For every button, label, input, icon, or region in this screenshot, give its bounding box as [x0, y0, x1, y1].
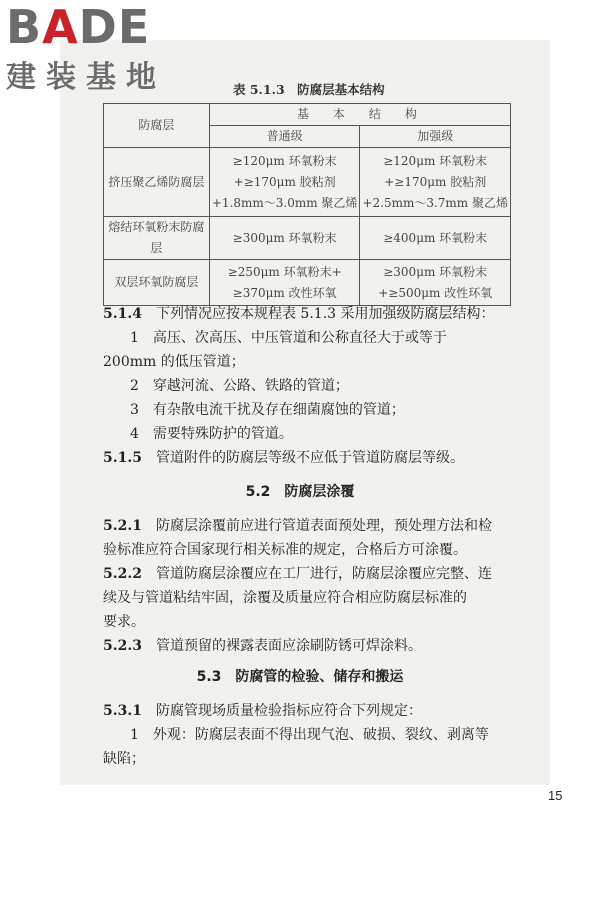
logo-chinese: 建装基地: [6, 60, 166, 95]
item-number: 3: [130, 402, 139, 418]
section-number: 5.3: [196, 669, 222, 685]
clause-text: 防腐管现场质量检验指标应符合下列规定：: [155, 703, 422, 719]
clause-text: 管道预留的裸露表面应涂刷防锈可焊涂料。: [155, 638, 422, 654]
item-text: 高压、次高压、中压管道和公称直径大于或等于: [152, 330, 447, 346]
row-name: 双层环氧防腐层: [104, 260, 210, 306]
row-normal: [209, 148, 360, 217]
cell-line: ≥300μm 环氧粉末: [232, 230, 337, 245]
section-title: 防腐层涂覆: [284, 484, 355, 500]
logo-latin: BADE: [6, 0, 151, 54]
item-text: 穿越河流、公路、铁路的管道；: [152, 378, 349, 394]
clause-5-3-1: [103, 699, 513, 771]
clause-text-continued: 验标准应符合国家现行相关标准的规定，合格后方可涂覆。: [103, 542, 467, 558]
cell-line: +1.8mm～3.0mm 聚乙烯: [211, 195, 358, 210]
cell-line: ≥400μm 环氧粉末: [383, 230, 488, 245]
clause-number: 5.2.3: [103, 638, 142, 654]
cell-line: ≥370μm 改性环氧: [232, 285, 337, 300]
watermark-logo: [6, 0, 166, 96]
header-basic-structure: 基 本 结 构: [209, 104, 510, 126]
table-caption: 表 5.1.3 防腐层基本结构: [233, 82, 385, 97]
clause-5-1-4: [103, 302, 513, 470]
clause-number: 5.1.5: [103, 450, 142, 466]
cell-line: +2.5mm～3.7mm 聚乙烯: [362, 195, 508, 210]
item-text: 需要特殊防护的管道。: [152, 426, 293, 442]
cell-line: +≥170μm 胶粘剂: [233, 174, 336, 189]
clause-text-continued: 续及与管道粘结牢固，涂覆及质量应符合相应防腐层标准的: [103, 590, 467, 606]
cell-line: ≥120μm 环氧粉末: [383, 153, 488, 168]
row-reinforced: [360, 148, 511, 217]
header-normal: 普通级: [209, 126, 360, 148]
item-text-continued: 200mm 的低压管道；: [103, 354, 245, 370]
row-normal: [209, 260, 360, 306]
row-normal: [209, 217, 360, 260]
logo-accent-letter: A: [42, 0, 79, 54]
cell-line: ≥300μm 环氧粉末: [383, 264, 488, 279]
row-name: 熔结环氧粉末防腐层: [104, 217, 210, 260]
clause-text: 下列情况应按本规程表 5.1.3 采用加强级防腐层结构：: [155, 306, 495, 322]
section-title: 防腐管的检验、储存和搬运: [235, 669, 404, 685]
clause-number: 5.2.1: [103, 518, 142, 534]
item-number: 2: [130, 378, 139, 394]
table-row: [104, 217, 511, 260]
item-number: 1: [130, 330, 139, 346]
clause-text-continued: 要求。: [103, 614, 145, 630]
table-row: [104, 148, 511, 217]
item-text: 有杂散电流干扰及存在细菌腐蚀的管道；: [152, 402, 405, 418]
section-number: 5.2: [245, 484, 271, 500]
anticorrosion-structure-table: [103, 103, 511, 306]
cell-line: +≥170μm 胶粘剂: [384, 174, 487, 189]
cell-line: ≥120μm 环氧粉末: [232, 153, 337, 168]
item-text: 外观：防腐层表面不得出现气泡、破损、裂纹、剥离等: [152, 727, 489, 743]
table-row: [104, 260, 511, 306]
cell-line: +≥500μm 改性环氧: [378, 285, 493, 300]
item-number: 4: [130, 426, 139, 442]
clauses-5-2: [103, 514, 513, 658]
clause-text: 管道防腐层涂覆应在工厂进行，防腐层涂覆应完整、连: [155, 566, 492, 582]
row-name: 挤压聚乙烯防腐层: [104, 148, 210, 217]
item-number: 1: [130, 727, 139, 743]
header-layer: 防腐层: [104, 104, 210, 148]
section-heading-5-3: [0, 666, 600, 686]
clause-text: 管道附件的防腐层等级不应低于管道防腐层等级。: [155, 450, 464, 466]
clause-text: 防腐层涂覆前应进行管道表面预处理，预处理方法和检: [155, 518, 492, 534]
page-number: 15: [548, 788, 563, 803]
section-heading-5-2: [0, 481, 600, 501]
header-reinforced: 加强级: [360, 126, 511, 148]
item-text-continued: 缺陷；: [103, 751, 145, 767]
row-reinforced: [360, 260, 511, 306]
clause-number: 5.3.1: [103, 703, 142, 719]
clause-number: 5.1.4: [103, 306, 142, 322]
cell-line: ≥250μm 环氧粉末+: [227, 264, 342, 279]
row-reinforced: [360, 217, 511, 260]
clause-number: 5.2.2: [103, 566, 142, 582]
